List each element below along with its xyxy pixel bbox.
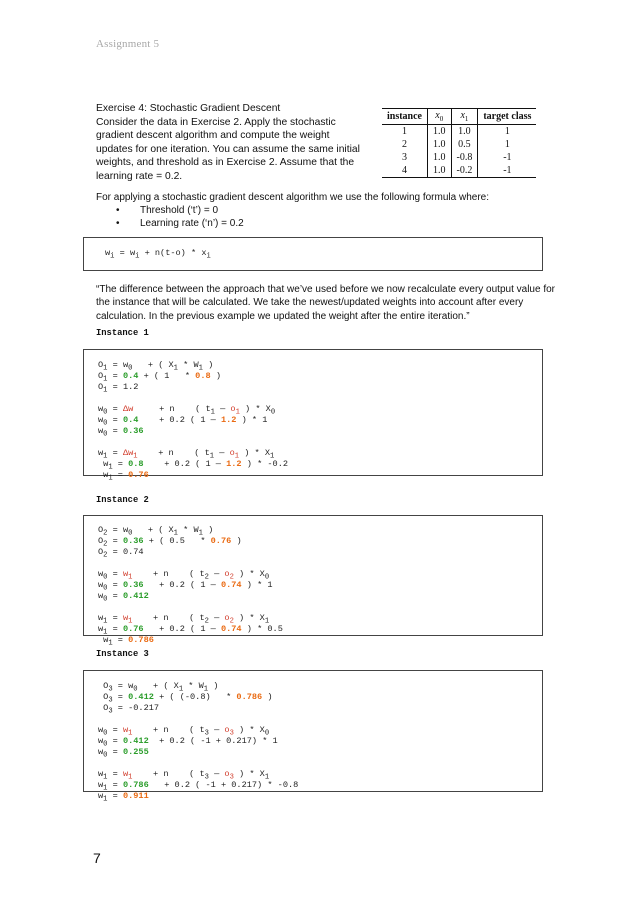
calculation-text: 0.786 — [236, 692, 263, 702]
subscript: 0 — [264, 573, 270, 582]
table-cell: 1.0 — [428, 151, 452, 164]
table-cell: 1 — [382, 125, 428, 139]
subscript: 2 — [103, 529, 108, 538]
subscript: 0 — [128, 529, 133, 538]
table-cell: 4 — [382, 164, 428, 178]
formula-w: w — [105, 248, 111, 258]
calculation-line — [98, 459, 542, 470]
calculation-text: = — [107, 371, 123, 381]
calculation-text: + 0.2 ( 1 — — [138, 415, 221, 425]
calculation-text: = — [112, 635, 129, 645]
calculation-line — [98, 580, 542, 591]
calculation-line — [98, 536, 542, 547]
subscript: 1 — [108, 474, 113, 483]
calculation-text: + 0.2 ( -1 + 0.217) * -0.8 — [148, 780, 299, 790]
calculation-text: ) * X — [233, 569, 265, 579]
calculation-text: w — [122, 725, 129, 735]
calculation-text: = — [107, 591, 123, 601]
subscript: 1 — [210, 408, 215, 417]
calculation-text: w — [98, 725, 104, 735]
table-cell: 1.0 — [428, 164, 452, 178]
calculation-text: 0.8 — [195, 371, 211, 381]
calculation-text: = — [107, 747, 123, 757]
exercise-line: Consider the data in Exercise 2. Apply the stochastic — [96, 116, 336, 128]
calculation-line — [98, 692, 542, 703]
calculation-text: O — [98, 360, 104, 370]
calculation-text: w — [98, 459, 109, 469]
calculation-text: w — [98, 624, 104, 634]
subscript: 3 — [108, 707, 113, 716]
calculation-text: 0.76 — [128, 470, 149, 480]
calculation-line — [98, 703, 542, 714]
subscript: 1 — [103, 375, 108, 384]
calculation-text: O — [98, 681, 109, 691]
calculation-text: O — [98, 547, 104, 557]
calculation-text: 0.255 — [122, 747, 149, 757]
calculation-text: o — [230, 404, 236, 414]
calculation-text: + ( X — [132, 525, 174, 535]
subscript: 1 — [108, 639, 113, 648]
calculation-text: = — [107, 404, 123, 414]
subscript: 1 — [103, 386, 108, 395]
subscript: 0 — [103, 419, 108, 428]
calculation-text: 0.412 — [128, 692, 154, 702]
calculation-text: ) * X — [239, 404, 271, 414]
calculation-text: O — [98, 703, 109, 713]
explanation-quote — [96, 283, 556, 323]
quote-line: calculation. In the previous example we updated the weight after the entire iteration.” — [96, 310, 470, 322]
formula-sub: i — [110, 252, 115, 261]
subscript: 1 — [235, 408, 240, 417]
subscript: 0 — [103, 740, 108, 749]
calculation-text: w — [98, 448, 104, 458]
table-cell: -0.2 — [451, 164, 478, 178]
column-header-x1-sub: 1 — [464, 115, 469, 123]
data-table — [382, 108, 536, 178]
exercise-line: gradient descent algorithm and compute the weight — [96, 130, 330, 142]
calculation-text: — — [214, 448, 230, 458]
calculation-line — [98, 725, 542, 736]
calculation-text: = — [107, 613, 123, 623]
subscript: 1 — [203, 685, 209, 694]
subscript: 1 — [103, 628, 108, 637]
calculation-text: ) * X — [233, 725, 265, 735]
calculation-text: w — [98, 780, 104, 790]
calculation-text: Δw — [122, 404, 134, 414]
quote-line: the instance that will be calculated. We take the newest/updated weights into account after every — [96, 297, 524, 309]
column-header-x0-sub: 0 — [439, 115, 444, 123]
subscript: 1 — [103, 784, 108, 793]
calculation-line — [98, 681, 542, 692]
calculation-text: + n ( t — [132, 725, 205, 735]
subscript: 1 — [133, 452, 138, 461]
calculation-text: 0.4 — [122, 415, 139, 425]
calculation-text: = — [107, 624, 123, 634]
subscript: 0 — [103, 584, 108, 593]
calculation-text: — — [208, 569, 225, 579]
calculation-text: w — [98, 580, 104, 590]
calculation-text: 0.36 — [122, 426, 144, 436]
calculation-text: = — [112, 470, 129, 480]
calculation-text: 0.786 — [122, 780, 149, 790]
table-cell: 1 — [504, 139, 510, 150]
calculation-text: + n ( t — [132, 569, 205, 579]
calculation-text: o — [224, 613, 230, 623]
calculation-text: O — [98, 692, 109, 702]
calculation-text: w — [98, 569, 104, 579]
calculation-text: + ( 1 * — [138, 371, 196, 381]
subscript: 2 — [103, 551, 108, 560]
instance-3-title: Instance 3 — [96, 649, 149, 659]
table-row — [382, 164, 536, 178]
calculation-text: ) * 1 — [241, 580, 273, 590]
calculation-line — [98, 415, 542, 426]
calculation-text: o — [224, 725, 230, 735]
subscript: 0 — [103, 408, 108, 417]
calculation-text: + n ( t — [133, 404, 211, 414]
calculation-text: w — [122, 613, 129, 623]
calculation-line — [98, 635, 542, 646]
calculation-line — [98, 404, 542, 415]
page-header: Assignment 5 — [96, 38, 160, 50]
subscript: 1 — [173, 364, 178, 373]
subscript: 0 — [103, 573, 108, 582]
calculation-text: + ( 0.5 * — [143, 536, 211, 546]
calculation-text: 1.2 — [226, 459, 242, 469]
exercise-line: learning rate = 0.2. — [96, 170, 183, 182]
calculation-line — [98, 558, 542, 569]
calculation-text: 1.2 — [220, 415, 237, 425]
subscript: 1 — [198, 529, 203, 538]
calculation-text: = — [107, 791, 123, 801]
calculation-text: O — [98, 525, 104, 535]
calculation-text: w — [98, 415, 104, 425]
calculation-text: w — [98, 736, 104, 746]
calculation-text: 0.76 — [122, 624, 144, 634]
subscript: 3 — [108, 685, 113, 694]
calculation-text: 0.36 — [122, 580, 144, 590]
subscript: 1 — [178, 685, 184, 694]
exercise-line: Exercise 4: Stochastic Gradient Descent — [96, 103, 281, 114]
calculation-text: 0.786 — [128, 635, 154, 645]
table-cell: 1.0 — [451, 125, 478, 139]
calculation-line — [98, 714, 542, 725]
calculation-text: + n ( t — [132, 769, 205, 779]
calculation-line — [98, 791, 542, 802]
calculation-text: ) — [202, 360, 214, 370]
formula-x: x — [201, 248, 207, 258]
calculation-line — [98, 382, 542, 393]
instance-2-calculation — [83, 515, 543, 648]
calculation-text: ) * 0.5 — [241, 624, 283, 634]
calculation-text: O — [98, 371, 104, 381]
subscript: 1 — [264, 773, 270, 782]
subscript: 1 — [128, 729, 133, 738]
calculation-text: w — [98, 791, 104, 801]
exercise-description — [96, 102, 378, 184]
calculation-text: = — [107, 536, 123, 546]
subscript: 3 — [229, 773, 234, 782]
formula-sub: i — [206, 252, 211, 261]
list-item: • Threshold (‘t’) = 0 — [116, 204, 489, 217]
table-cell: 1.0 — [428, 125, 452, 139]
subscript: 2 — [229, 573, 234, 582]
calculation-line — [98, 569, 542, 580]
calculation-line — [98, 393, 542, 404]
calculation-text: o — [224, 569, 230, 579]
instance-2-title: Instance 2 — [96, 495, 149, 505]
subscript: 0 — [133, 685, 138, 694]
exercise-line: weights, and threshold as in Exercise 2. Assume that the — [96, 157, 355, 169]
calculation-text: ) — [210, 371, 221, 381]
instance-3-calculation — [83, 670, 543, 804]
calculation-text: = — [107, 569, 123, 579]
table-cell: -0.8 — [451, 151, 478, 164]
table-cell: 1.0 — [428, 138, 452, 151]
calculation-line — [98, 525, 542, 536]
subscript: 3 — [204, 729, 209, 738]
calculation-text: — — [208, 769, 225, 779]
subscript: 1 — [198, 364, 203, 373]
calculation-text: * W — [183, 681, 204, 691]
calculation-text: ) — [208, 681, 219, 691]
calculation-text: w — [98, 769, 104, 779]
formula-intro — [96, 191, 489, 230]
subscript: 3 — [229, 729, 234, 738]
calculation-text: = — [107, 769, 123, 779]
table-row — [382, 125, 536, 139]
calculation-text: = — [112, 692, 129, 702]
subscript: 1 — [103, 617, 108, 626]
table-row — [382, 151, 536, 164]
calculation-text: w — [98, 635, 109, 645]
instance-1-calculation — [83, 349, 543, 483]
calculation-text: w — [98, 591, 104, 601]
table-cell: -1 — [478, 164, 537, 178]
subscript: 0 — [103, 595, 108, 604]
calculation-text: = -0.217 — [112, 703, 160, 713]
calculation-text: 0.8 — [128, 459, 144, 469]
calculation-line — [98, 769, 542, 780]
calculation-text: — — [214, 404, 231, 414]
table-cell: 0.5 — [451, 138, 478, 151]
subscript: 1 — [128, 573, 133, 582]
quote-line: “The difference between the approach that we’ve used before we now recalculate every output value for — [96, 284, 555, 295]
calculation-text: ) * X — [233, 769, 265, 779]
calculation-text: = — [107, 736, 123, 746]
calculation-text: + ( X — [132, 360, 174, 370]
subscript: 1 — [128, 617, 133, 626]
calculation-line — [98, 371, 542, 382]
calculation-text: ) * -0.2 — [241, 459, 289, 469]
calculation-text: + 0.2 ( 1 — — [143, 459, 227, 469]
column-header-instance: instance — [382, 109, 428, 125]
calculation-text: = 1.2 — [107, 382, 139, 392]
calculation-text: * W — [177, 360, 199, 370]
calculation-text: w — [122, 769, 129, 779]
calculation-text: + ( (-0.8) * — [153, 692, 237, 702]
subscript: 0 — [270, 408, 276, 417]
calculation-text: O — [98, 536, 104, 546]
calculation-line — [98, 547, 542, 558]
subscript: 3 — [108, 696, 113, 705]
list-item: • Learning rate (‘n’) = 0.2 — [116, 217, 489, 230]
calculation-text: 0.36 — [122, 536, 144, 546]
subscript: 1 — [108, 463, 113, 472]
calculation-line — [98, 602, 542, 613]
table-cell: 2 — [382, 138, 428, 151]
calculation-text: + ( X — [137, 681, 179, 691]
subscript: 2 — [229, 617, 234, 626]
calculation-text: = w — [107, 525, 129, 535]
subscript: 0 — [103, 729, 108, 738]
calculation-text: = — [107, 725, 123, 735]
formula-sub: i — [135, 252, 140, 261]
intro-text: For applying a stochastic gradient descent algorithm we use the following formula where: — [96, 192, 489, 203]
calculation-text: ) * X — [239, 448, 270, 458]
parameter-list — [96, 204, 489, 230]
calculation-text: 0.74 — [220, 580, 242, 590]
calculation-text: 0.412 — [122, 736, 149, 746]
table-header-row — [382, 109, 536, 125]
calculation-line — [98, 747, 542, 758]
subscript: 0 — [128, 364, 133, 373]
calculation-text: + 0.2 ( -1 + 0.217) * 1 — [148, 736, 278, 746]
calculation-text: 0.4 — [122, 371, 139, 381]
subscript: 1 — [103, 364, 108, 373]
calculation-text: w — [98, 470, 109, 480]
formula-eq: = — [114, 248, 130, 258]
calculation-text: 0.412 — [122, 591, 149, 601]
calculation-line — [98, 426, 542, 437]
calculation-text: * W — [177, 525, 199, 535]
calculation-text: ) — [231, 536, 242, 546]
column-header-x1-var: x — [460, 110, 465, 121]
column-header-x0 — [428, 109, 452, 125]
subscript: 2 — [204, 573, 209, 582]
calculation-text: 0.76 — [210, 536, 232, 546]
calculation-line — [98, 624, 542, 635]
calculation-text: w — [98, 747, 104, 757]
table-row — [382, 138, 536, 151]
calculation-text: = w — [107, 360, 129, 370]
calculation-text: w — [98, 426, 104, 436]
calculation-text: = — [107, 448, 123, 458]
subscript: 2 — [103, 540, 108, 549]
instance-1-title: Instance 1 — [96, 328, 149, 338]
calculation-text: + n ( t — [137, 448, 210, 458]
table-cell: 3 — [382, 151, 428, 164]
formula-mid: + n(t-o) * — [139, 248, 202, 258]
calculation-line — [98, 613, 542, 624]
calculation-text: + 0.2 ( 1 — — [143, 624, 221, 634]
subscript: 1 — [234, 452, 240, 461]
subscript: 1 — [209, 452, 215, 461]
calculation-text: ) — [202, 525, 214, 535]
column-header-x0-var: x — [435, 110, 440, 121]
subscript: 1 — [128, 773, 133, 782]
calculation-line — [98, 360, 542, 371]
calculation-text: = — [107, 415, 123, 425]
column-header-target-class: target class — [478, 109, 537, 125]
calculation-text: ) * 1 — [236, 415, 268, 425]
calculation-text: = w — [112, 681, 134, 691]
calculation-text: ) * X — [233, 613, 265, 623]
calculation-line — [98, 736, 542, 747]
formula-w2: w — [129, 248, 136, 258]
calculation-text: — — [208, 725, 225, 735]
calculation-line — [98, 448, 542, 459]
subscript: 1 — [103, 452, 108, 461]
calculation-text: 0.911 — [122, 791, 149, 801]
calculation-line — [98, 758, 542, 769]
table-cell: -1 — [503, 152, 512, 163]
column-header-x1 — [451, 109, 478, 125]
calculation-text: w — [98, 404, 104, 414]
calculation-line — [98, 591, 542, 602]
calculation-text: Δw — [122, 448, 134, 458]
calculation-text: = — [107, 426, 123, 436]
subscript: 1 — [103, 773, 108, 782]
calculation-text: ) — [262, 692, 273, 702]
subscript: 2 — [204, 617, 209, 626]
formula-line — [105, 248, 542, 259]
subscript: 1 — [103, 795, 108, 804]
exercise-line: updates for one iteration. You can assume the same initial — [96, 143, 360, 155]
calculation-text: = — [112, 459, 129, 469]
calculation-text: w — [122, 569, 129, 579]
calculation-text: w — [98, 613, 104, 623]
calculation-text: 0.74 — [220, 624, 242, 634]
calculation-text: = 0.74 — [107, 547, 144, 557]
calculation-text: + 0.2 ( 1 — — [143, 580, 221, 590]
calculation-text: = — [107, 580, 123, 590]
calculation-line — [98, 780, 542, 791]
subscript: 0 — [264, 729, 270, 738]
calculation-text: = — [107, 780, 123, 790]
table-cell: 1 — [504, 126, 510, 137]
calculation-text: + n ( t — [132, 613, 205, 623]
calculation-text: — — [208, 613, 225, 623]
subscript: 1 — [269, 452, 275, 461]
subscript: 0 — [103, 751, 108, 760]
calculation-line — [98, 470, 542, 481]
formula-box — [83, 237, 543, 271]
calculation-text: o — [229, 448, 235, 458]
subscript: 1 — [173, 529, 178, 538]
subscript: 1 — [264, 617, 270, 626]
subscript: 0 — [103, 430, 108, 439]
calculation-line — [98, 437, 542, 448]
page-number: 7 — [93, 850, 101, 866]
calculation-text: o — [224, 769, 230, 779]
calculation-text: O — [98, 382, 104, 392]
subscript: 3 — [204, 773, 209, 782]
